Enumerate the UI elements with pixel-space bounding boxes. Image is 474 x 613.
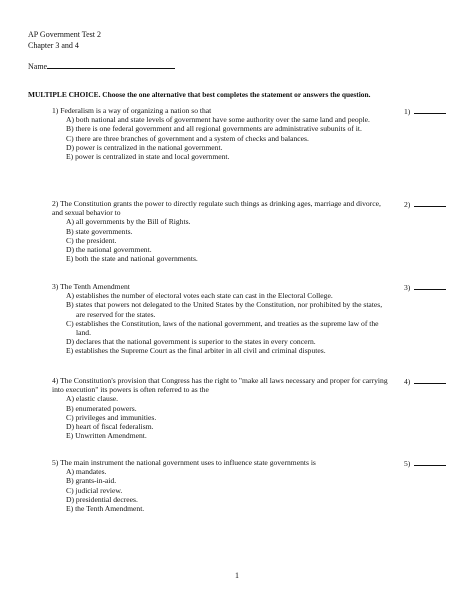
option-c[interactable]: C) there are three branches of government and a system of checks and balances.	[66, 133, 309, 143]
question-stem: 1) Federalism is a way of organizing a nation so that	[52, 106, 212, 115]
question-stem: 4) The Constitution's provision that Congress has the right to "make all laws necessary and proper for carrying into execution" its powers is often referred to as the	[52, 376, 388, 395]
option-c[interactable]: C) the president.	[66, 235, 117, 245]
option-a[interactable]: A) both national and state levels of government have some authority over the same land and people.	[66, 115, 370, 125]
test-title: AP Government Test 2	[28, 30, 101, 39]
option-e[interactable]: E) establishes the Supreme Court as the final arbiter in all civil and criminal disputes.	[66, 346, 326, 356]
option-c[interactable]: C) establishes the Constitution, laws of the national government, and treaties as the supreme law of the land.	[66, 318, 379, 338]
option-b[interactable]: B) states that powers not delegated to the United States by the Constitution, nor prohibited by the states, are reserved for the states.	[66, 300, 383, 319]
option-e[interactable]: E) power is centralized in state and local government.	[66, 152, 230, 162]
answer-blank[interactable]	[414, 199, 446, 207]
option-a[interactable]: A) all governments by the Bill of Rights.	[66, 217, 191, 227]
question-3	[52, 282, 392, 356]
page-number: 1	[235, 571, 239, 580]
answer-number: 1)	[404, 107, 411, 116]
name-field[interactable]	[28, 60, 175, 71]
option-a[interactable]: A) mandates.	[66, 467, 107, 477]
answer-2[interactable]	[404, 199, 446, 209]
option-d[interactable]: D) declares that the national government is superior to the states in every concern.	[66, 337, 316, 347]
name-blank[interactable]	[47, 60, 175, 69]
option-e[interactable]: E) Unwritten Amendment.	[66, 431, 147, 441]
answer-number: 3)	[404, 283, 411, 292]
question-stem: 2) The Constitution grants the power to directly regulate such things as drinking ages, marriage and divorce, and sexual behavior to	[52, 199, 381, 218]
option-c[interactable]: C) judicial review.	[66, 485, 123, 495]
answer-4[interactable]	[404, 376, 446, 386]
answer-blank[interactable]	[414, 376, 446, 384]
option-d[interactable]: D) presidential decrees.	[66, 494, 138, 504]
answer-3[interactable]	[404, 282, 446, 292]
instructions: MULTIPLE CHOICE. Choose the one alternative that best completes the statement or answers the question.	[28, 90, 371, 99]
question-stem: 3) The Tenth Amendment	[52, 282, 130, 291]
option-b[interactable]: B) there is one federal government and all regional governments are administrative subunits of it.	[66, 124, 362, 134]
answer-blank[interactable]	[414, 282, 446, 290]
answer-number: 4)	[404, 377, 411, 386]
option-b[interactable]: B) enumerated powers.	[66, 403, 137, 413]
answer-number: 2)	[404, 200, 411, 209]
option-d[interactable]: D) the national government.	[66, 245, 152, 255]
option-a[interactable]: A) establishes the number of electoral votes each state can cast in the Electoral College.	[66, 291, 333, 301]
answer-blank[interactable]	[414, 106, 446, 114]
question-5	[52, 458, 392, 513]
option-b[interactable]: B) state governments.	[66, 226, 133, 236]
option-b[interactable]: B) grants-in-aid.	[66, 476, 117, 486]
answer-number: 5)	[404, 459, 411, 468]
option-d[interactable]: D) power is centralized in the national government.	[66, 142, 223, 152]
question-4	[52, 376, 392, 440]
option-c[interactable]: C) privileges and immunities.	[66, 412, 157, 422]
option-e[interactable]: E) the Tenth Amendment.	[66, 504, 145, 514]
answer-blank[interactable]	[414, 458, 446, 466]
answer-1[interactable]	[404, 106, 446, 116]
question-2	[52, 199, 392, 263]
name-label: Name	[28, 62, 48, 71]
option-d[interactable]: D) heart of fiscal federalism.	[66, 422, 154, 432]
question-stem: 5) The main instrument the national government uses to influence state governments is	[52, 458, 316, 467]
answer-5[interactable]	[404, 458, 446, 468]
question-1	[52, 106, 392, 161]
option-e[interactable]: E) both the state and national governments.	[66, 254, 198, 264]
chapter-label: Chapter 3 and 4	[28, 41, 79, 50]
option-a[interactable]: A) elastic clause.	[66, 394, 119, 404]
